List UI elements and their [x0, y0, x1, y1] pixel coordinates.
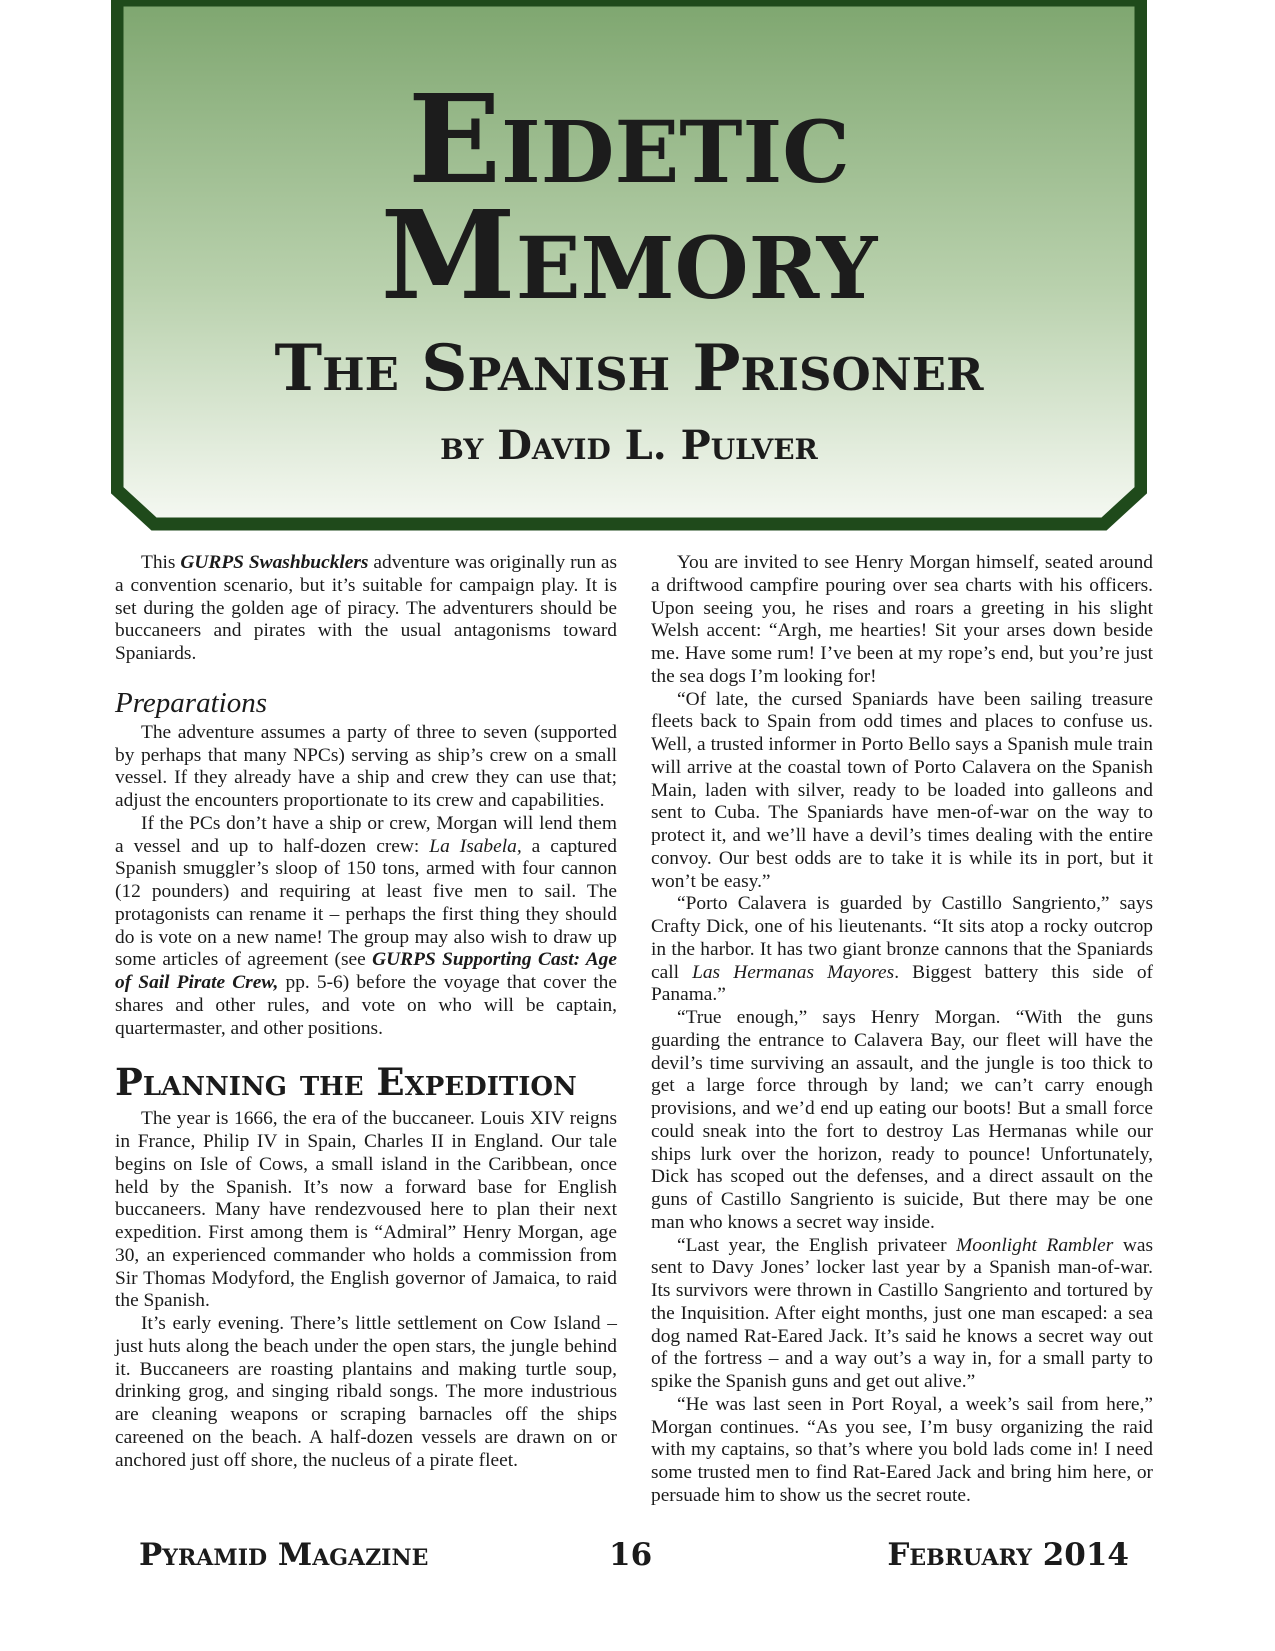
text-span: was sent to Davy Jones’ locker last year by a Spanish man-of-war. Its survivors were thrown in Castillo Sangriento and tortured by the Inquisition. After eight months, just one man escaped: a sea dog named Rat-Eared Jack. It’s said he knows a secret way out of the fortress – and a way out’s a way in, for a small party to spike the Spanish guns and get out alive.”: [651, 1234, 1153, 1392]
text-span: “Porto Calavera is guarded by Castillo Sangriento,” says Crafty Dick, one of his lieutenants. “It sits atop a rocky outcrop in the harbor. It has two giant bronze cannons that the Spaniards call: [651, 893, 1153, 983]
text-span: “Last year, the English privateer: [677, 1234, 957, 1256]
paragraph: [651, 893, 1153, 1007]
title-banner: [111, 0, 1147, 531]
byline: by David L. Pulver: [440, 422, 818, 469]
left-column: [115, 552, 617, 1472]
text-span: a captured Spanish smuggler’s sloop of 150 tons, armed with four cannon (12 pounders) and requiring at least five men to sail. The protagonists can rename it – perhaps the first thing they should do is vote on a new name! The group may also wish to draw up some articles of agreement (see: [115, 835, 617, 971]
title-line-1: Eidetic: [408, 67, 850, 211]
intro-text-a: This: [141, 552, 181, 573]
text-span: pp. 5-6) before the voyage that cover the shares and other rules, and vote on who will be captain, quartermaster, and other positions.: [115, 972, 617, 1039]
page-number: 16: [609, 1537, 653, 1573]
intro-paragraph: [115, 552, 617, 666]
right-column: [651, 552, 1153, 1508]
issue-date: February 2014: [887, 1537, 1129, 1573]
ship-name: La Isabela,: [429, 835, 522, 857]
text-span: If the PCs don’t have a ship or crew, Morgan will lend them a vessel and up to half-dozen crew:: [115, 812, 617, 857]
heading-preparations: Preparations: [115, 686, 267, 719]
book-title: GURPS Supporting Cast: Age of Sail Pirate Crew,: [115, 949, 617, 993]
text-span: . Biggest battery this side of Panama.”: [651, 961, 1153, 1006]
paragraph: [115, 813, 617, 1041]
paragraph: The adventure assumes a party of three to seven (supported by perhaps that many NPCs) serving as ship’s crew on a small vessel. If they already have a ship and crew they can use that; adjust the encounters proportionate to its crew and capabilities.: [115, 721, 617, 811]
paragraph: “Of late, the cursed Spaniards have been sailing treasure fleets back to Spain from odd times and places to confuse us. Well, a trusted informer in Porto Bello says a Spanish mule train will arrive at the coastal town of Porto Calavera on the Spanish Main, laden with silver, ready to be loaded into galleons and sent to Cuba. The Spaniards have men-of-war on the way to protect it, and we’ll have a devil’s times dealing with the entire convoy. Our best odds are to take it is while its in port, but it won’t be easy.”: [651, 688, 1153, 892]
paragraph: The year is 1666, the era of the buccaneer. Louis XIV reigns in France, Philip IV in Spain, Charles II in England. Our tale begins on Isle of Cows, a small island in the Caribbean, once held by the Spanish. It’s now a forward base for English buccaneers. Many have rendezvoused here to plan their next expedition. First among them is “Admiral” Henry Morgan, age 30, an experienced commander who holds a commission from Sir Thomas Modyford, the English governor of Jamaica, to raid the Spanish.: [115, 1108, 617, 1312]
book-title: GURPS Swashbucklers: [180, 552, 369, 573]
ship-name: Moonlight Rambler: [956, 1234, 1114, 1256]
paragraph: “He was last seen in Port Royal, a week’s sail from here,” Morgan continues. “As you see, I’m busy organizing the raid with my captains, so that’s where you bold lads come in! I need some trusted men to find Rat-Eared Jack and bring him here, or persuade him to show us the secret route.: [651, 1393, 1153, 1506]
gun-name: Las Hermanas Mayores: [692, 961, 895, 983]
heading-planning: Planning the Expedition: [115, 1060, 577, 1105]
magazine-name: Pyramid Magazine: [139, 1537, 429, 1573]
paragraph: It’s early evening. There’s little settlement on Cow Island – just huts along the beach under the open stars, the jungle behind it. Buccaneers are roasting plantains and making turtle soup, drinking grog, and singing ribald songs. The more industrious are cleaning weapons or scraping barnacles off the ships careened on the beach. A half-dozen vessels are drawn on or anchored just off shore, the nucleus of a pirate fleet.: [115, 1313, 617, 1471]
paragraph: [651, 1235, 1153, 1394]
paragraph: “True enough,” says Henry Morgan. “With the guns guarding the entrance to Calavera Bay, our fleet will have the devil’s time surviving an assault, and the jungle is too thick to get a large force through by land; we can’t carry enough provisions, and we’d end up eating our boots! But a small force could sneak into the fort to destroy Las Hermanas while our ships lurk over the horizon, ready to pounce! Unfortunately, Dick has scoped out the defenses, and a direct assault on the guns of Castillo Sangriento is suicide, But there may be one man who knows a secret way inside.: [651, 1007, 1153, 1233]
subtitle: The Spanish Prisoner: [274, 331, 984, 406]
page-footer: [139, 1537, 1129, 1577]
intro-text-b: adventure was originally run as a convention scenario, but it’s suitable for campaign play. It is set during the golden age of piracy. The adventurers should be buccaneers and pirates with the usual antagonisms toward Spaniards.: [115, 552, 618, 664]
paragraph: You are invited to see Henry Morgan himself, seated around a driftwood campfire pouring over sea charts with his officers. Upon seeing you, he rises and roars a greeting in his slight Welsh accent: “Argh, me hearties! Sit your arses down beside me. Have some rum! I’ve been at my rope’s end, but you’re just the sea dogs I’m looking for!: [651, 552, 1153, 687]
title-line-2: Memory: [380, 183, 878, 327]
